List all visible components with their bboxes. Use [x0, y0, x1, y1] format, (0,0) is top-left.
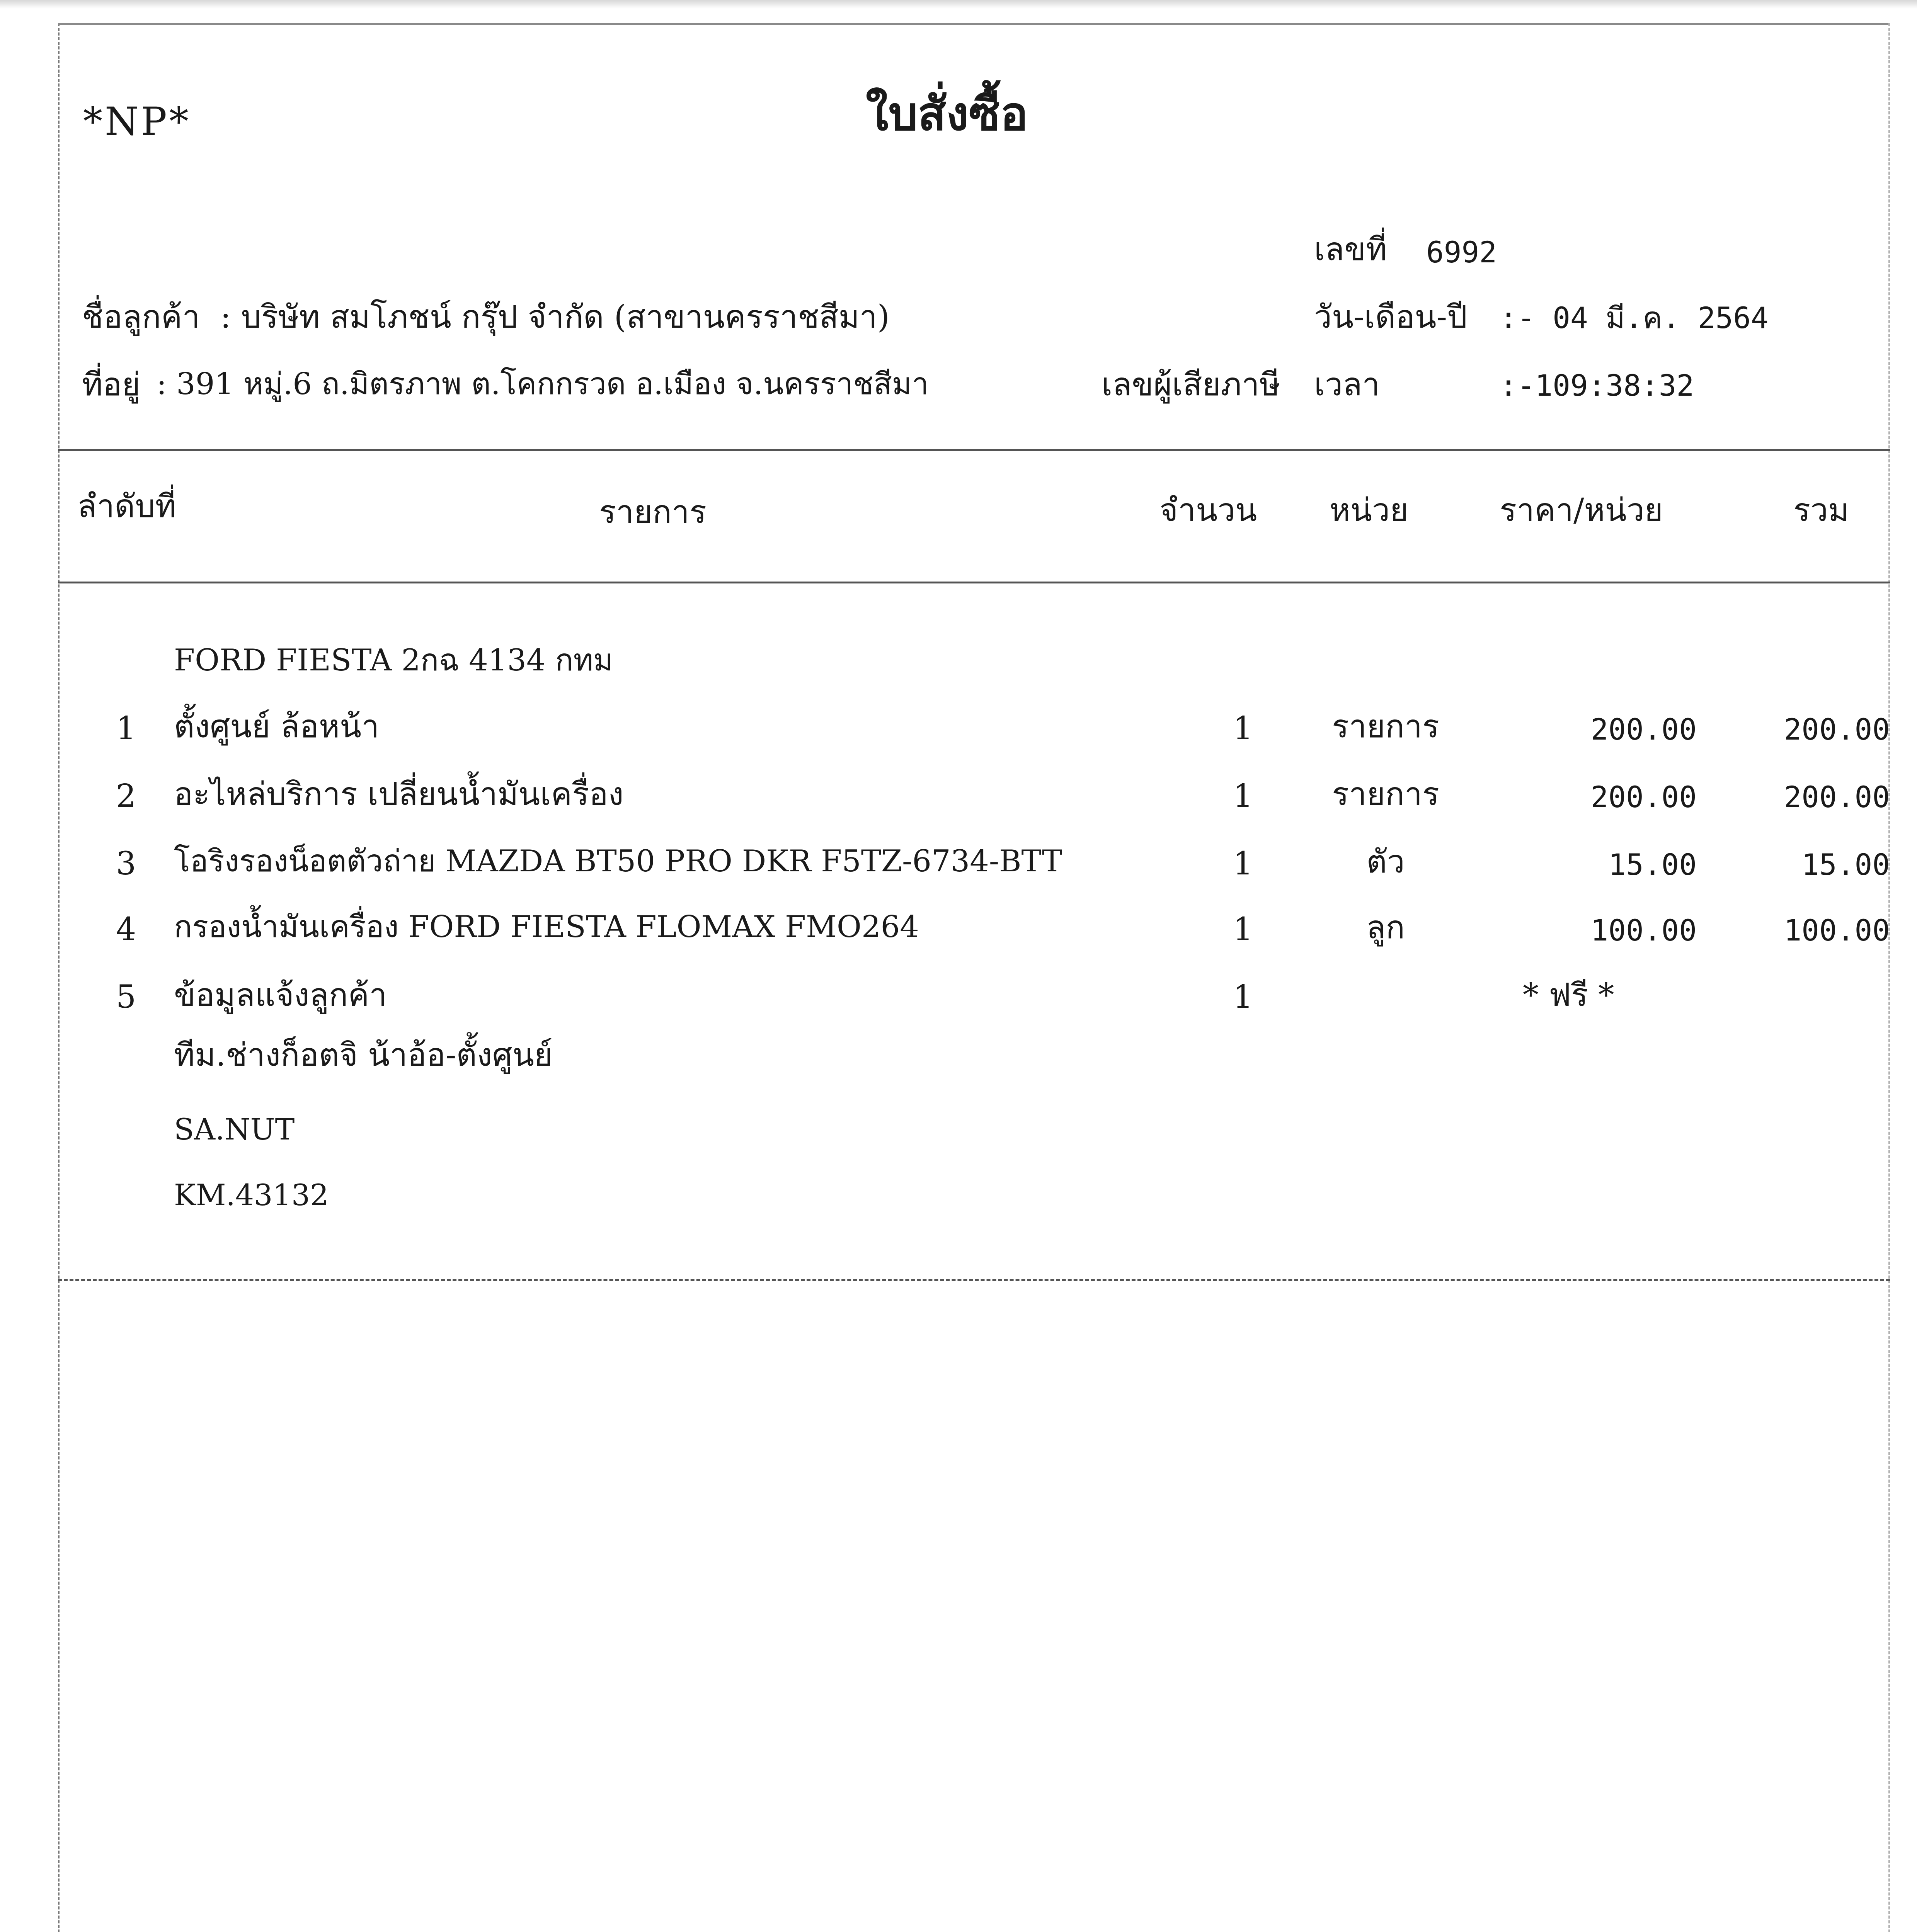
address-label: ที่อยู่	[82, 366, 141, 403]
col-header-seq: ลำดับที่	[77, 488, 176, 525]
time-label: เวลา	[1314, 366, 1380, 403]
col-header-unit: หน่วย	[1330, 492, 1409, 529]
customer-name-label: ชื่อลูกค้า	[82, 299, 200, 335]
row-desc: โอริงรองน็อตตัวถ่าย MAZDA BT50 PRO DKR F5TZ-6734-BTT	[174, 844, 1062, 879]
row-total: 15.00	[1801, 847, 1890, 882]
row-desc: ตั้งศูนย์ ล้อหน้า	[174, 708, 380, 745]
row-qty: 1	[1233, 778, 1253, 815]
row-total: 200.00	[1784, 780, 1890, 814]
row-price: 15.00	[1608, 847, 1697, 882]
note-km: KM.43132	[174, 1178, 329, 1212]
purchase-order-sheet	[58, 23, 1890, 1932]
row-total: 200.00	[1784, 712, 1890, 747]
col-header-price: ราคา/หน่วย	[1500, 492, 1663, 529]
table-header-divider	[58, 582, 1890, 583]
np-mark: *NP*	[83, 99, 191, 144]
date-value: :- 04 มี.ค. 2564	[1500, 301, 1769, 335]
time-value: :-109:38:32	[1500, 368, 1694, 403]
row-unit: ตัว	[1366, 844, 1405, 880]
customer-name-value: : บริษัท สมโภชน์ กรุ๊ป จำกัด (สาขานครราชสีมา)	[220, 299, 890, 335]
col-header-qty: จำนวน	[1159, 492, 1257, 529]
sheet-border-right	[1888, 23, 1890, 1932]
row-desc: กรองน้ำมันเครื่อง FORD FIESTA FLOMAX FMO264	[174, 910, 919, 944]
header-divider	[58, 449, 1890, 451]
row-seq: 1	[116, 710, 136, 747]
taxid-label: เลขผู้เสียภาษี	[1102, 366, 1280, 403]
document-title: ใบสั่งซื้อ	[866, 87, 1028, 141]
row-seq: 5	[116, 979, 136, 1015]
doc-no-label: เลขที่	[1314, 231, 1387, 268]
vehicle-line: FORD FIESTA 2กฉ 4134 กทม	[174, 643, 613, 678]
row-seq: 2	[116, 778, 136, 815]
note-team: ทีม.ช่างก็อตจิ น้าอ้อ-ตั้งศูนย์	[174, 1037, 553, 1073]
note-sa: SA.NUT	[174, 1112, 295, 1146]
row-seq: 4	[116, 911, 136, 948]
row-unit: รายการ	[1332, 708, 1439, 745]
items-end-divider	[58, 1279, 1890, 1281]
row-unit: รายการ	[1332, 776, 1439, 813]
row-price: * ฟรี *	[1523, 977, 1614, 1014]
row-qty: 1	[1233, 710, 1253, 747]
date-label: วัน-เดือน-ปี	[1314, 299, 1468, 335]
sheet-border-left	[58, 23, 60, 1932]
row-qty: 1	[1233, 845, 1253, 882]
col-header-item: รายการ	[599, 494, 707, 531]
row-qty: 1	[1233, 911, 1253, 948]
col-header-total: รวม	[1793, 492, 1849, 529]
row-price: 200.00	[1590, 780, 1697, 814]
address-value: : 391 หมู่.6 ถ.มิตรภาพ ต.โคกกรวด อ.เมือง จ.นครราชสีมา	[157, 367, 929, 401]
row-price: 200.00	[1590, 712, 1697, 747]
row-desc: อะไหล่บริการ เปลี่ยนน้ำมันเครื่อง	[174, 776, 624, 813]
row-qty: 1	[1233, 979, 1253, 1015]
row-desc: ข้อมูลแจ้งลูกค้า	[174, 977, 387, 1014]
row-unit: ลูก	[1366, 909, 1405, 946]
row-total: 100.00	[1784, 913, 1890, 947]
doc-no: 6992	[1426, 235, 1497, 269]
row-price: 100.00	[1590, 913, 1697, 947]
row-seq: 3	[116, 845, 136, 882]
sheet-border-top	[58, 23, 1890, 25]
scan-edge-top	[0, 0, 1917, 9]
